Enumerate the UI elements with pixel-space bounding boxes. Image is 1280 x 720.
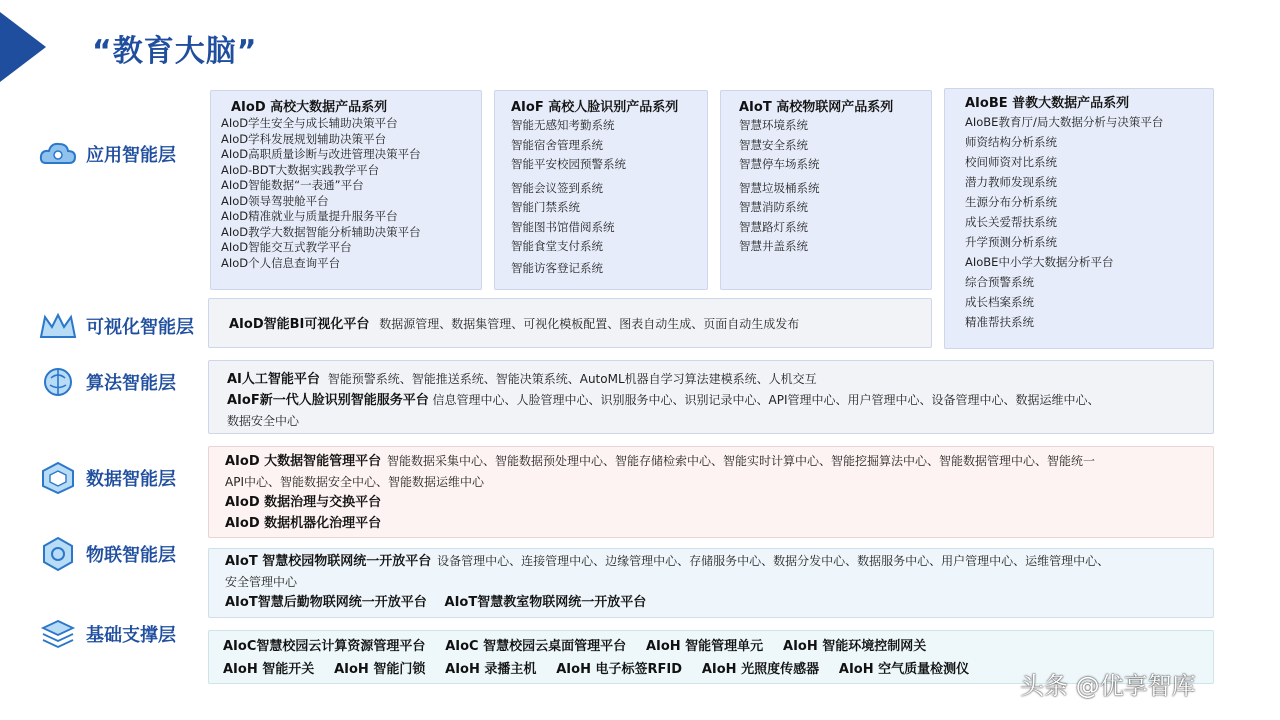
layer-label: 应用智能层 <box>86 145 176 166</box>
list-item: 智慧停车场系统 <box>739 157 820 171</box>
platform-name: AIoH 空气质量检测仪 <box>838 662 970 677</box>
visual-layer-box <box>208 298 932 348</box>
list-item: 校间师资对比系统 <box>965 155 1057 169</box>
list-item: AIoD学生安全与成长辅助决策平台 <box>221 116 398 130</box>
platform-name: AIoH 录播主机 <box>445 662 537 677</box>
algorithm-layer-box <box>208 360 1214 434</box>
list-item: AIoD教学大数据智能分析辅助决策平台 <box>221 224 421 239</box>
list-item: AIoBE中小学大数据分析平台 <box>965 255 1114 269</box>
platform-name: AIoC 智慧校园云桌面管理平台 <box>445 639 627 654</box>
list-item: 智慧垃圾桶系统 <box>739 180 820 195</box>
list-item: 智能门禁系统 <box>511 200 580 214</box>
product-series-aiod <box>210 90 482 290</box>
product-series-aiot <box>720 90 932 290</box>
platform-name: AIoD智能BI可视化平台 <box>229 317 370 332</box>
platform-desc: 安全管理中心 <box>225 575 298 589</box>
layer-label: 基础支撑层 <box>86 625 176 646</box>
platform-desc: 智能预警系统、智能推送系统、智能决策系统、AutoML机器自学习算法建模系统、人机交互 <box>327 372 817 386</box>
list-item: AIoD高职质量诊断与改进管理决策平台 <box>221 147 421 161</box>
list-item: AIoD个人信息查询平台 <box>221 255 341 270</box>
layer-data <box>36 460 176 496</box>
layer-iot <box>36 536 176 572</box>
layer-visual <box>36 308 194 344</box>
platform-name: AIoH 智能开关 <box>223 662 315 677</box>
layer-label: 可视化智能层 <box>86 317 194 338</box>
platform-name: AIoH 智能管理单元 <box>645 639 764 654</box>
cloud-brain-icon <box>36 136 80 172</box>
page-title: “教育大脑” <box>92 34 258 69</box>
list-item: 智慧消防系统 <box>739 200 808 214</box>
platform-desc: 智能数据采集中心、智能数据预处理中心、智能存储检索中心、智能实时计算中心、智能挖掘算法中心、智能数据管理中心、智能统一 <box>386 454 1095 468</box>
platform-desc: 数据安全中心 <box>227 414 300 428</box>
series-title: AIoF 高校人脸识别产品系列 <box>511 100 679 115</box>
layer-label: 算法智能层 <box>86 373 176 394</box>
layer-algorithm <box>36 364 176 400</box>
list-item: 综合预警系统 <box>965 275 1034 289</box>
cube-icon <box>36 460 80 496</box>
list-item: 智能访客登记系统 <box>511 260 603 275</box>
list-item: 智能宿舍管理系统 <box>511 137 603 152</box>
platform-name: AIoT智慧教室物联网统一开放平台 <box>444 595 647 610</box>
data-layer-box <box>208 446 1214 538</box>
list-item: 智能会议签到系统 <box>511 180 603 195</box>
hexagon-iot-icon <box>36 536 80 572</box>
list-item: 智能平安校园预警系统 <box>511 157 626 171</box>
list-item: 成长档案系统 <box>965 295 1034 309</box>
list-item: AIoD智能数据“一表通”平台 <box>221 178 364 192</box>
layer-application <box>36 136 176 172</box>
list-item: 智慧路灯系统 <box>739 219 808 234</box>
platform-name: AIoT智慧后勤物联网统一开放平台 <box>225 595 427 610</box>
iot-layer-box <box>208 548 1214 618</box>
platform-name: AIoH 智能门锁 <box>334 662 426 677</box>
platform-desc: API中心、智能数据安全中心、智能数据运维中心 <box>225 475 484 489</box>
list-item: AIoD学科发展规划辅助决策平台 <box>221 131 387 146</box>
platform-name: AIoT 智慧校园物联网统一开放平台 <box>225 554 432 569</box>
platform-name: AIoH 智能环境控制网关 <box>783 639 927 654</box>
list-item: 师资结构分析系统 <box>965 135 1057 149</box>
layers-icon <box>36 616 80 652</box>
chevron-decoration-icon <box>0 12 50 82</box>
platform-name: AI人工智能平台 <box>227 372 320 387</box>
platform-name: AIoD 数据机器化治理平台 <box>225 516 382 531</box>
layer-base <box>36 616 176 652</box>
list-item: 智能无感知考勤系统 <box>511 118 615 132</box>
platform-desc: 数据源管理、数据集管理、可视化模板配置、图表自动生成、页面自动生成发布 <box>379 317 800 331</box>
list-item: 智慧安全系统 <box>739 137 808 152</box>
list-item: AIoD精准就业与质量提升服务平台 <box>221 209 398 223</box>
product-series-aiof <box>494 90 708 290</box>
layer-label: 数据智能层 <box>86 469 176 490</box>
series-title: AIoD 高校大数据产品系列 <box>231 100 388 115</box>
list-item: 升学预测分析系统 <box>965 235 1057 249</box>
series-title: AIoBE 普教大数据产品系列 <box>965 96 1130 111</box>
list-item: 智能图书馆借阅系统 <box>511 219 615 234</box>
platform-name: AIoD 数据治理与交换平台 <box>225 495 382 510</box>
platform-desc: 信息管理中心、人脸管理中心、识别服务中心、识别记录中心、API管理中心、用户管理中心、设备管理中心、数据运维中心、 <box>432 393 1100 407</box>
list-item: AIoD-BDT大数据实践教学平台 <box>221 162 380 177</box>
platform-name: AIoD 大数据智能管理平台 <box>225 454 382 469</box>
crown-chart-icon <box>36 308 80 344</box>
platform-name: AIoH 光照度传感器 <box>701 662 820 677</box>
platform-name: AIoH 电子标签RFID <box>556 662 682 677</box>
platform-desc: 设备管理中心、连接管理中心、边缘管理中心、存储服务中心、数据分发中心、数据服务中心、用户管理中心、运维管理中心、 <box>437 554 1110 568</box>
platform-name: AIoC智慧校园云计算资源管理平台 <box>223 639 426 654</box>
brain-icon <box>36 364 80 400</box>
series-title: AIoT 高校物联网产品系列 <box>739 100 894 115</box>
list-item: 潜力教师发现系统 <box>965 175 1057 189</box>
list-item: AIoBE教育厅/局大数据分析与决策平台 <box>965 115 1164 129</box>
watermark: 头条 @优享智库 <box>1020 672 1196 700</box>
list-item: 智能食堂支付系统 <box>511 239 603 253</box>
list-item: 智慧井盖系统 <box>739 239 808 253</box>
list-item: AIoD领导驾驶舱平台 <box>221 193 329 208</box>
platform-name: AIoF新一代人脸识别智能服务平台 <box>227 393 429 408</box>
list-item: 智慧环境系统 <box>739 118 808 132</box>
layer-label: 物联智能层 <box>86 545 176 566</box>
list-item: 成长关爱帮扶系统 <box>965 215 1057 229</box>
product-series-aiobe <box>944 88 1214 349</box>
list-item: 精准帮扶系统 <box>965 315 1034 329</box>
list-item: 生源分布分析系统 <box>965 195 1057 209</box>
list-item: AIoD智能交互式教学平台 <box>221 240 352 254</box>
